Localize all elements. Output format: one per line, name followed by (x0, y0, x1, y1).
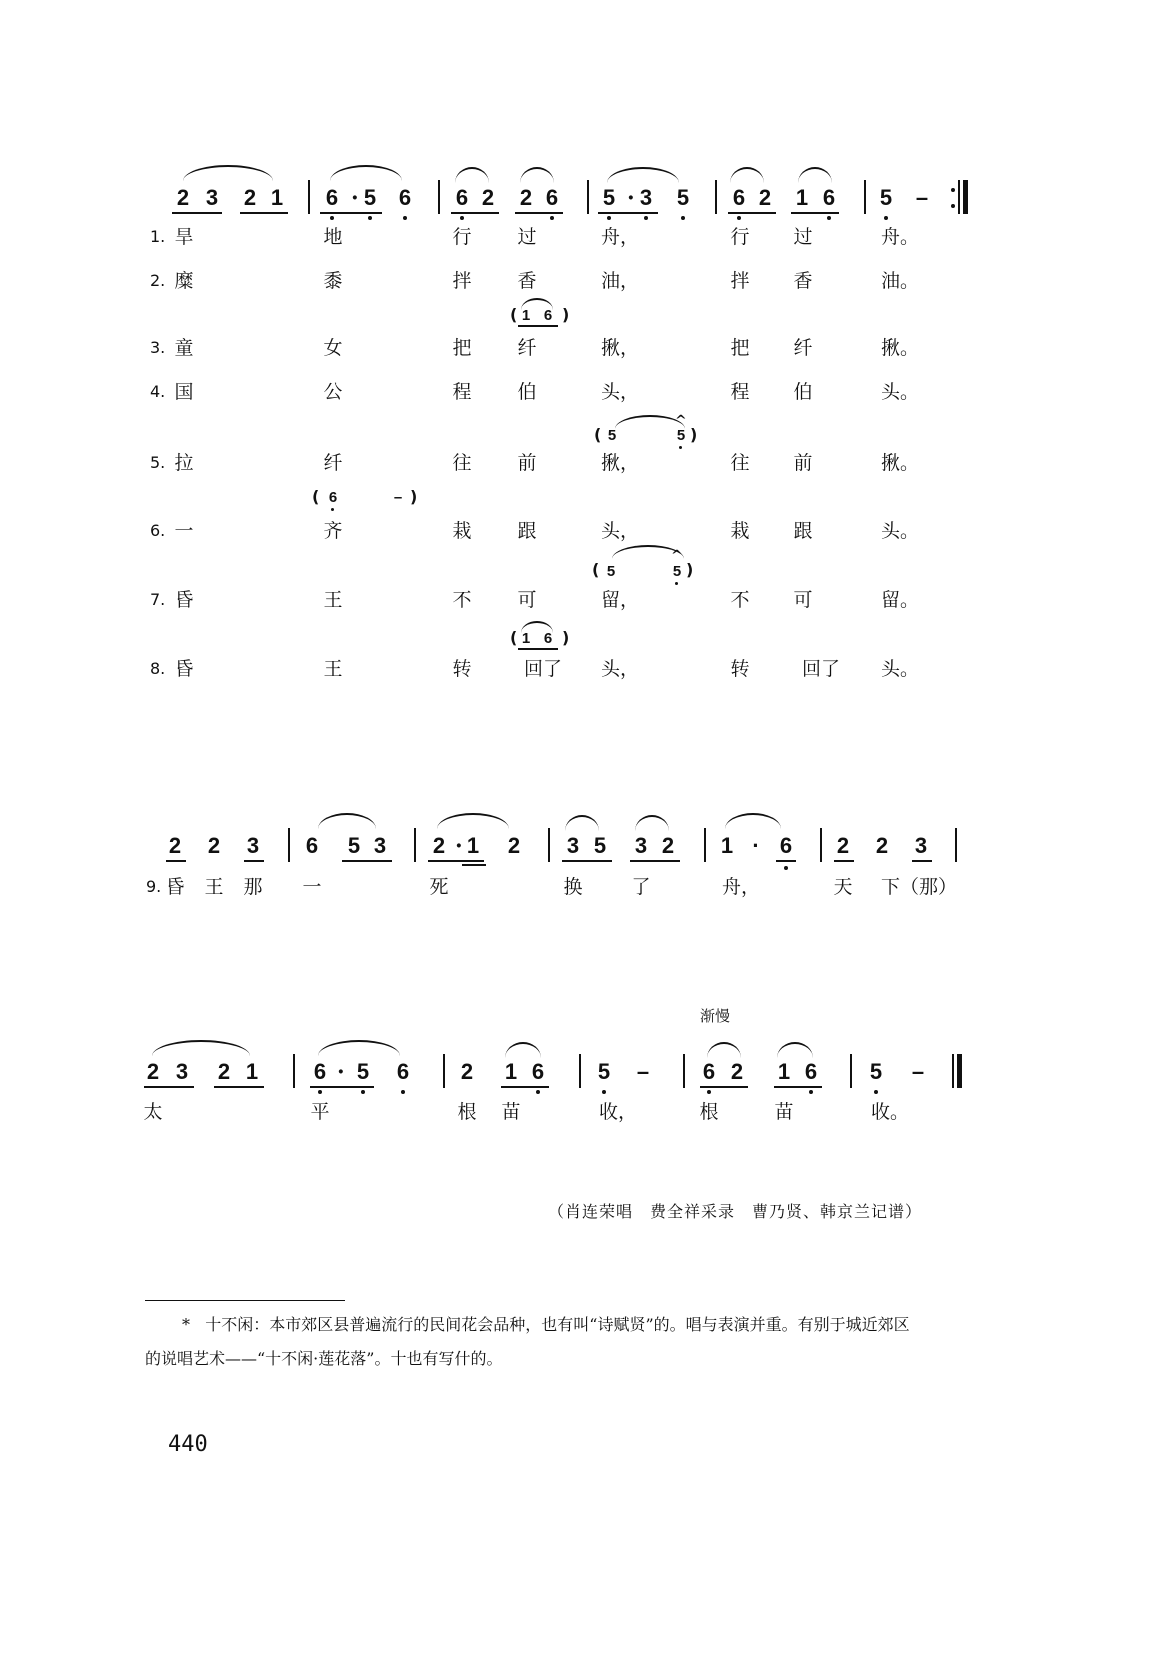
low-dot (679, 446, 682, 449)
note: 2 (146, 1059, 160, 1084)
low-dot (737, 216, 741, 220)
lyric: 头。 (880, 658, 919, 680)
paren: ( (510, 305, 518, 324)
underline (834, 860, 854, 862)
underline (630, 860, 680, 862)
slur (635, 815, 669, 831)
note: 3 (175, 1059, 189, 1084)
bar-line (443, 1054, 445, 1088)
repeat-bar-thick (963, 180, 968, 214)
note: 1 (466, 833, 480, 858)
low-dot (809, 1090, 813, 1094)
lyric: 昏 (174, 589, 194, 611)
note: 6 (398, 185, 412, 210)
lyric: 齐 (323, 520, 343, 542)
note: 2 (730, 1059, 744, 1084)
lyric: 拉 (174, 452, 194, 474)
low-dot (607, 216, 611, 220)
note: 5 (597, 1059, 611, 1084)
lyric: 行 (452, 226, 472, 248)
low-dot (368, 216, 372, 220)
lyric: 王 (323, 658, 343, 680)
lyric: 跟 (793, 520, 813, 542)
lyric: 一 (174, 520, 194, 542)
note: 5 (363, 185, 377, 210)
lyric: 不 (452, 589, 472, 611)
lyric: 舟， (600, 226, 639, 248)
bar-line (414, 828, 416, 862)
footnote-line-2: 的说唱艺术——“十不闲·莲花落”。十也有写什的。 (145, 1349, 503, 1368)
lyric: 往 (730, 452, 750, 474)
repeat-dot (951, 204, 955, 208)
underline (912, 860, 932, 862)
lyric: 收。 (870, 1101, 909, 1123)
lyric: 跟 (517, 520, 537, 542)
note: 6 (325, 185, 339, 210)
underline (501, 1086, 549, 1088)
note: 6 (545, 185, 559, 210)
footnote-text: 十不闲：本市郊区县普遍流行的民间花会品种，也有叫“诗赋贤”的。唱与表演并重。有别于城近郊区 (205, 1315, 910, 1334)
accent-mark: ^ (671, 548, 683, 564)
lyric: 下（那） (881, 876, 958, 898)
lyric: 栽 (452, 520, 472, 542)
underline (214, 1086, 264, 1088)
lyric: 程 (730, 381, 750, 403)
note: 5 (676, 185, 690, 210)
tempo-marking: 渐慢 (700, 1007, 731, 1025)
underline (310, 1086, 374, 1088)
lyric: 天 (833, 876, 853, 898)
note: 5 (606, 563, 616, 580)
dot-separator: · (627, 185, 635, 211)
note: 1 (504, 1059, 518, 1084)
note: – (636, 1059, 650, 1084)
note: 5 (869, 1059, 883, 1084)
lyric: 纤 (793, 337, 813, 359)
note: 2 (217, 1059, 231, 1084)
note: 2 (519, 185, 533, 210)
note: · (752, 833, 760, 858)
underline (518, 648, 558, 650)
slur (318, 1040, 400, 1056)
note: 3 (246, 833, 260, 858)
note: 2 (875, 833, 889, 858)
note: 2 (243, 185, 257, 210)
slur (152, 1040, 250, 1056)
verse-number: 5. (150, 453, 166, 472)
note: 5 (593, 833, 607, 858)
low-dot (675, 582, 678, 585)
verse-number: 4. (150, 382, 166, 401)
lyric: 栽 (730, 520, 750, 542)
note: 2 (481, 185, 495, 210)
underline (166, 860, 186, 862)
note: 1 (777, 1059, 791, 1084)
slur (607, 167, 679, 183)
note: 2 (168, 833, 182, 858)
note: 6 (396, 1059, 410, 1084)
lyric: 黍 (323, 270, 343, 292)
underline (728, 212, 776, 214)
underline (244, 860, 264, 862)
underline (562, 860, 612, 862)
lyric: 往 (452, 452, 472, 474)
note: 6 (455, 185, 469, 210)
dot-separator: · (337, 1059, 345, 1085)
underline (451, 212, 499, 214)
lyric: 香 (517, 270, 537, 292)
lyric: 过 (517, 226, 537, 248)
note: 2 (176, 185, 190, 210)
paren: ( (592, 560, 600, 579)
low-dot (707, 1090, 711, 1094)
note: 1 (795, 185, 809, 210)
dot-separator: · (455, 833, 463, 859)
underline (342, 860, 392, 862)
lyric: 拌 (452, 270, 472, 292)
low-dot (361, 1090, 365, 1094)
lyric: 苗 (501, 1101, 521, 1123)
low-dot (784, 866, 788, 870)
bar-line (864, 180, 866, 214)
page-number: 440 (168, 1432, 208, 1457)
lyric: 行 (730, 226, 750, 248)
note: 5 (672, 563, 682, 580)
low-dot (827, 216, 831, 220)
note: – (911, 1059, 925, 1084)
note: 3 (566, 833, 580, 858)
lyric: 香 (793, 270, 813, 292)
lyric: 根 (457, 1101, 477, 1123)
underline (700, 1086, 748, 1088)
slur (330, 165, 402, 181)
note: – (915, 185, 929, 210)
slur (725, 813, 781, 829)
lyric: 了 (631, 876, 651, 898)
note: 6 (531, 1059, 545, 1084)
note: 6 (313, 1059, 327, 1084)
lyric: 女 (323, 337, 343, 359)
low-dot (536, 1090, 540, 1094)
note: 3 (373, 833, 387, 858)
lyric: 苗 (774, 1101, 794, 1123)
lyric: 不 (730, 589, 750, 611)
bar-line (955, 828, 957, 862)
bar-line (288, 828, 290, 862)
note: 1 (521, 307, 531, 324)
bar-line (293, 1054, 295, 1088)
slur (798, 167, 832, 183)
lyric: 那 (243, 876, 263, 898)
underline (515, 212, 563, 214)
low-dot (874, 1090, 878, 1094)
lyric: 留。 (880, 589, 919, 611)
note: 6 (702, 1059, 716, 1084)
underline (144, 1086, 194, 1088)
low-dot (644, 216, 648, 220)
lyric: 揪， (600, 337, 639, 359)
note: 5 (347, 833, 361, 858)
end-bar-thick (957, 1054, 962, 1088)
bar-line (308, 180, 310, 214)
low-dot (401, 1090, 405, 1094)
note: 6 (779, 833, 793, 858)
slur (565, 815, 599, 831)
verse-number: 3. (150, 338, 166, 357)
paren: ) (562, 628, 570, 647)
lyric: 收， (598, 1101, 637, 1123)
underline (462, 864, 486, 866)
verse-number: 6. (150, 521, 166, 540)
lyric: 伯 (793, 381, 813, 403)
slur (318, 813, 376, 829)
note: 1 (245, 1059, 259, 1084)
bar-line (683, 1054, 685, 1088)
lyric: 回了 (801, 658, 840, 680)
note: 2 (460, 1059, 474, 1084)
low-dot (602, 1090, 606, 1094)
note: 6 (328, 489, 338, 506)
dot-separator: · (351, 185, 359, 211)
underline (598, 212, 658, 214)
note: 1 (521, 630, 531, 647)
underline (774, 1086, 822, 1088)
note: 6 (543, 307, 553, 324)
low-dot (460, 216, 464, 220)
footnote-line-1 (182, 1310, 910, 1340)
verse-number: 1. (150, 227, 166, 246)
low-dot (403, 216, 407, 220)
underline (428, 860, 484, 862)
slur (777, 1042, 813, 1058)
bar-line (820, 828, 822, 862)
paren: ( (312, 487, 320, 506)
lyric: 可 (793, 589, 813, 611)
note: 5 (602, 185, 616, 210)
bar-line (548, 828, 550, 862)
lyric: 前 (517, 452, 537, 474)
lyric: 根 (699, 1101, 719, 1123)
note: 2 (432, 833, 446, 858)
lyric: 回了 (523, 658, 562, 680)
note: 2 (661, 833, 675, 858)
lyric: 纤 (323, 452, 343, 474)
underline (172, 212, 222, 214)
lyric: 揪， (600, 452, 639, 474)
lyric: 国 (174, 381, 194, 403)
lyric: 换 (563, 876, 583, 898)
note: 2 (758, 185, 772, 210)
lyric: 公 (323, 381, 343, 403)
verse-number: 2. (150, 271, 166, 290)
lyric: 把 (730, 337, 750, 359)
lyric: 前 (793, 452, 813, 474)
low-dot (884, 216, 888, 220)
paren: ) (410, 487, 418, 506)
repeat-bar-thin (958, 180, 960, 214)
paren: ( (510, 628, 518, 647)
note: 6 (822, 185, 836, 210)
verse-number: 7. (150, 590, 166, 609)
lyric: 头， (600, 658, 639, 680)
note: 5 (607, 427, 617, 444)
note: 1 (720, 833, 734, 858)
note: – (393, 489, 403, 506)
note: 6 (804, 1059, 818, 1084)
paren: ) (562, 305, 570, 324)
lyric: 昏 (165, 876, 185, 898)
lyric: 纤 (517, 337, 537, 359)
bar-line (715, 180, 717, 214)
low-dot (318, 1090, 322, 1094)
low-dot (681, 216, 685, 220)
lyric: 把 (452, 337, 472, 359)
repeat-dot (951, 188, 955, 192)
low-dot (550, 216, 554, 220)
note: 6 (732, 185, 746, 210)
bar-line (850, 1054, 852, 1088)
underline (240, 212, 288, 214)
note: 3 (205, 185, 219, 210)
lyric: 舟， (721, 876, 760, 898)
lyric: 可 (517, 589, 537, 611)
note: 6 (543, 630, 553, 647)
note: 6 (305, 833, 319, 858)
underline (776, 860, 796, 862)
footnote-rule (145, 1300, 345, 1301)
bar-line (587, 180, 589, 214)
lyric: 死 (429, 876, 449, 898)
note: 2 (836, 833, 850, 858)
note: 3 (634, 833, 648, 858)
footnote-marker: * (182, 1315, 190, 1334)
low-dot (331, 508, 334, 511)
paren: ) (686, 560, 694, 579)
lyric: 童 (174, 337, 194, 359)
lyric: 揪。 (880, 452, 919, 474)
lyric: 糜 (174, 270, 194, 292)
lyric: 昏 (174, 658, 194, 680)
slur (437, 813, 509, 829)
lyric: 油， (600, 270, 639, 292)
lyric: 舟。 (880, 226, 919, 248)
lyric: 拌 (730, 270, 750, 292)
lyric: 头， (600, 520, 639, 542)
lyric: 平 (310, 1101, 330, 1123)
lyric: 王 (204, 876, 224, 898)
lyric: 程 (452, 381, 472, 403)
lyric: 转 (730, 658, 750, 680)
lyric: 一 (302, 876, 322, 898)
note: 1 (270, 185, 284, 210)
low-dot (330, 216, 334, 220)
note: 2 (207, 833, 221, 858)
note: 3 (914, 833, 928, 858)
slur (183, 165, 273, 181)
verse-number: 8. (150, 659, 166, 678)
lyric: 揪。 (880, 337, 919, 359)
note: 5 (356, 1059, 370, 1084)
lyric: 伯 (517, 381, 537, 403)
slur (707, 1042, 741, 1058)
lyric: 留， (600, 589, 639, 611)
lyric: 头。 (880, 520, 919, 542)
lyric: 转 (452, 658, 472, 680)
lyric: 地 (323, 226, 343, 248)
lyric: 太 (143, 1101, 163, 1123)
lyric: 过 (793, 226, 813, 248)
slur (520, 167, 554, 183)
verse-number: 9. (146, 877, 162, 896)
slur (505, 1042, 541, 1058)
slur (730, 167, 764, 183)
note: 5 (879, 185, 893, 210)
bar-line (579, 1054, 581, 1088)
lyric: 头， (600, 381, 639, 403)
paren: ( (594, 425, 602, 444)
paren: ) (690, 425, 698, 444)
note: 2 (507, 833, 521, 858)
bar-line (438, 180, 440, 214)
lyric: 旱 (174, 226, 194, 248)
underline (791, 212, 839, 214)
underline (320, 212, 382, 214)
slur (455, 167, 489, 183)
lyric: 王 (323, 589, 343, 611)
note: 3 (639, 185, 653, 210)
bar-line (704, 828, 706, 862)
note: 5 (676, 427, 686, 444)
end-bar-thin (952, 1054, 954, 1088)
lyric: 油。 (880, 270, 919, 292)
underline (518, 325, 558, 327)
credits: （肖连荣唱 费全祥采录 曹乃贤、韩京兰记谱） (548, 1202, 923, 1221)
lyric: 头。 (880, 381, 919, 403)
accent-mark: ^ (675, 413, 687, 429)
